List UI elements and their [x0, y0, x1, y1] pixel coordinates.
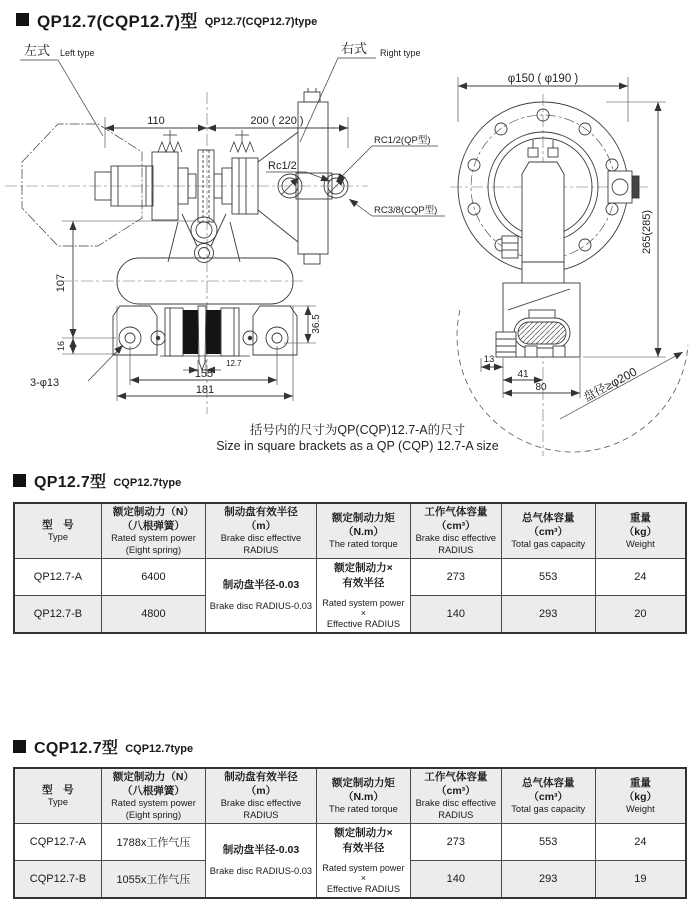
- cell-work-gas: 273: [410, 558, 501, 595]
- left-type-label-zh: 左式: [24, 43, 51, 58]
- cell-total-gas: 553: [501, 558, 595, 595]
- shaft-assembly: [95, 132, 298, 242]
- cell-model: CQP12.7-A: [14, 823, 101, 860]
- disc-tongue: [198, 306, 206, 370]
- col-header-rated-power: 额定制动力（N） （八根弹簧） Rated system power (Eight spring): [101, 768, 205, 823]
- col-header-type: 型 号 Type: [14, 768, 101, 823]
- table-qp: [13, 502, 687, 634]
- top-dim-ext: [105, 117, 348, 148]
- holes-3-phi13: 3-φ13: [30, 377, 60, 389]
- disc-min-label: 盘径≥φ200: [581, 364, 640, 405]
- right-type-label-en: Right type: [380, 48, 421, 58]
- cell-power: 1055x工作气压: [101, 860, 205, 897]
- cell-power: 1788x工作气压: [101, 823, 205, 860]
- col-header-weight: 重量 （kg） Weight: [595, 768, 686, 823]
- table-qp-title: [13, 469, 181, 492]
- right-type-leader: [300, 58, 376, 142]
- dim-12-7: 12.7: [226, 359, 242, 368]
- dim-41: 41: [517, 369, 529, 380]
- left-type-leader: [20, 60, 103, 136]
- port-cqp-label: RC3/8(CQP型): [374, 205, 438, 216]
- cell-weight: 20: [595, 595, 686, 632]
- cell-weight: 19: [595, 860, 686, 897]
- cell-work-gas: 140: [410, 595, 501, 632]
- table-cqp-title-en: CQP12.7type: [125, 742, 194, 755]
- drawing-note: [105, 422, 610, 454]
- note-en: Size in square brackets as a QP (CQP) 12.7-A size: [216, 439, 499, 453]
- col-header-rated-power: 额定制动力（N） （八根弹簧） Rated system power (Eight spring): [101, 503, 205, 558]
- valve-body: [502, 140, 564, 283]
- table-qp-title-zh: QP12.7型: [34, 474, 107, 491]
- title-square-icon: [13, 740, 26, 753]
- page-title: [16, 7, 317, 32]
- note-zh: 括号内的尺寸为QP(CQP)12.7-A的尺寸: [249, 423, 466, 437]
- brake-pad-right: [206, 310, 221, 354]
- cell-merged-torque: 额定制动力× 有效半径 Rated system power × Effective RADIUS: [316, 823, 410, 898]
- col-header-disc-radius: 制动盘有效半径 （m） Brake disc effective RADIUS: [206, 768, 317, 823]
- col-header-rated-torque: 额定制动力矩 （N.m） The rated torque: [316, 768, 410, 823]
- cell-power: 6400: [101, 558, 205, 595]
- side-tab: [608, 171, 639, 203]
- left-view: [5, 58, 445, 414]
- table-row: [14, 823, 686, 860]
- cell-total-gas: 553: [501, 823, 595, 860]
- title-square-icon: [13, 474, 26, 487]
- table-cqp-title-zh: CQP12.7型: [34, 740, 119, 757]
- release-envelope: [22, 124, 142, 246]
- cell-model: QP12.7-A: [14, 558, 101, 595]
- col-header-type: 型 号 Type: [14, 503, 101, 558]
- dim-80: 80: [535, 382, 547, 393]
- brake-pad-left: [183, 310, 198, 354]
- cell-model: CQP12.7-B: [14, 860, 101, 897]
- right-view: [450, 77, 688, 456]
- cell-merged-torque: 额定制动力× 有效半径 Rated system power × Effective RADIUS: [316, 558, 410, 633]
- springs: [158, 130, 254, 152]
- cell-work-gas: 273: [410, 823, 501, 860]
- cell-work-gas: 140: [410, 860, 501, 897]
- dim-155: 155: [194, 368, 214, 380]
- col-header-work-gas: 工作气体容量 （cm³） Brake disc effective RADIUS: [410, 768, 501, 823]
- dim-110: 110: [147, 115, 165, 127]
- cell-merged-radius: 制动盘半径-0.03 Brake disc RADIUS-0.03: [206, 558, 317, 633]
- table-cqp-section: [13, 767, 687, 899]
- cell-power: 4800: [101, 595, 205, 632]
- dim-16: 16: [56, 340, 66, 352]
- cell-weight: 24: [595, 558, 686, 595]
- friction-pad: [518, 322, 566, 344]
- table-cqp: [13, 767, 687, 899]
- dim-13: 13: [483, 354, 495, 365]
- col-header-disc-radius: 制动盘有效半径 （m） Brake disc effective RADIUS: [206, 503, 317, 558]
- cell-total-gas: 293: [501, 860, 595, 897]
- cell-merged-radius: 制动盘半径-0.03 Brake disc RADIUS-0.03: [206, 823, 317, 898]
- port-rc-label: Rc1/2: [268, 160, 297, 172]
- table-row: [14, 558, 686, 595]
- page-title-en: QP12.7(CQP12.7)type: [204, 15, 318, 28]
- dim-phi150: φ150 ( φ190 ): [507, 73, 579, 85]
- table-qp-title-en: CQP12.7type: [113, 476, 182, 489]
- dim-200-220: 200 ( 220 ): [250, 115, 304, 127]
- col-header-total-gas: 总气体容量 （cm³） Total gas capacity: [501, 768, 595, 823]
- caliper-block: [496, 283, 580, 357]
- right-type-label-zh: 右式: [341, 41, 368, 56]
- col-header-work-gas: 工作气体容量 （cm³） Brake disc effective RADIUS: [410, 503, 501, 558]
- page-title-zh: QP12.7(CQP12.7)型: [37, 12, 198, 31]
- dim-181: 181: [195, 384, 215, 396]
- centerlines: [5, 92, 368, 414]
- title-square-icon: [16, 13, 29, 26]
- header-row: [14, 503, 686, 558]
- cell-weight: 24: [595, 823, 686, 860]
- left-type-label-en: Left type: [60, 48, 95, 58]
- dim-265-285: 265(285): [641, 209, 653, 255]
- table-cqp-title: [13, 735, 193, 758]
- dim-107: 107: [55, 273, 67, 293]
- cell-total-gas: 293: [501, 595, 595, 632]
- col-header-rated-torque: 额定制动力矩 （N.m） The rated torque: [316, 503, 410, 558]
- port-qp-label: RC1/2(QP型): [374, 135, 431, 146]
- header-row: [14, 768, 686, 823]
- col-header-weight: 重量 （kg） Weight: [595, 503, 686, 558]
- dim-36-5: 36.5: [311, 314, 322, 334]
- col-header-total-gas: 总气体容量 （cm³） Total gas capacity: [501, 503, 595, 558]
- table-qp-section: [13, 502, 687, 634]
- cell-model: QP12.7-B: [14, 595, 101, 632]
